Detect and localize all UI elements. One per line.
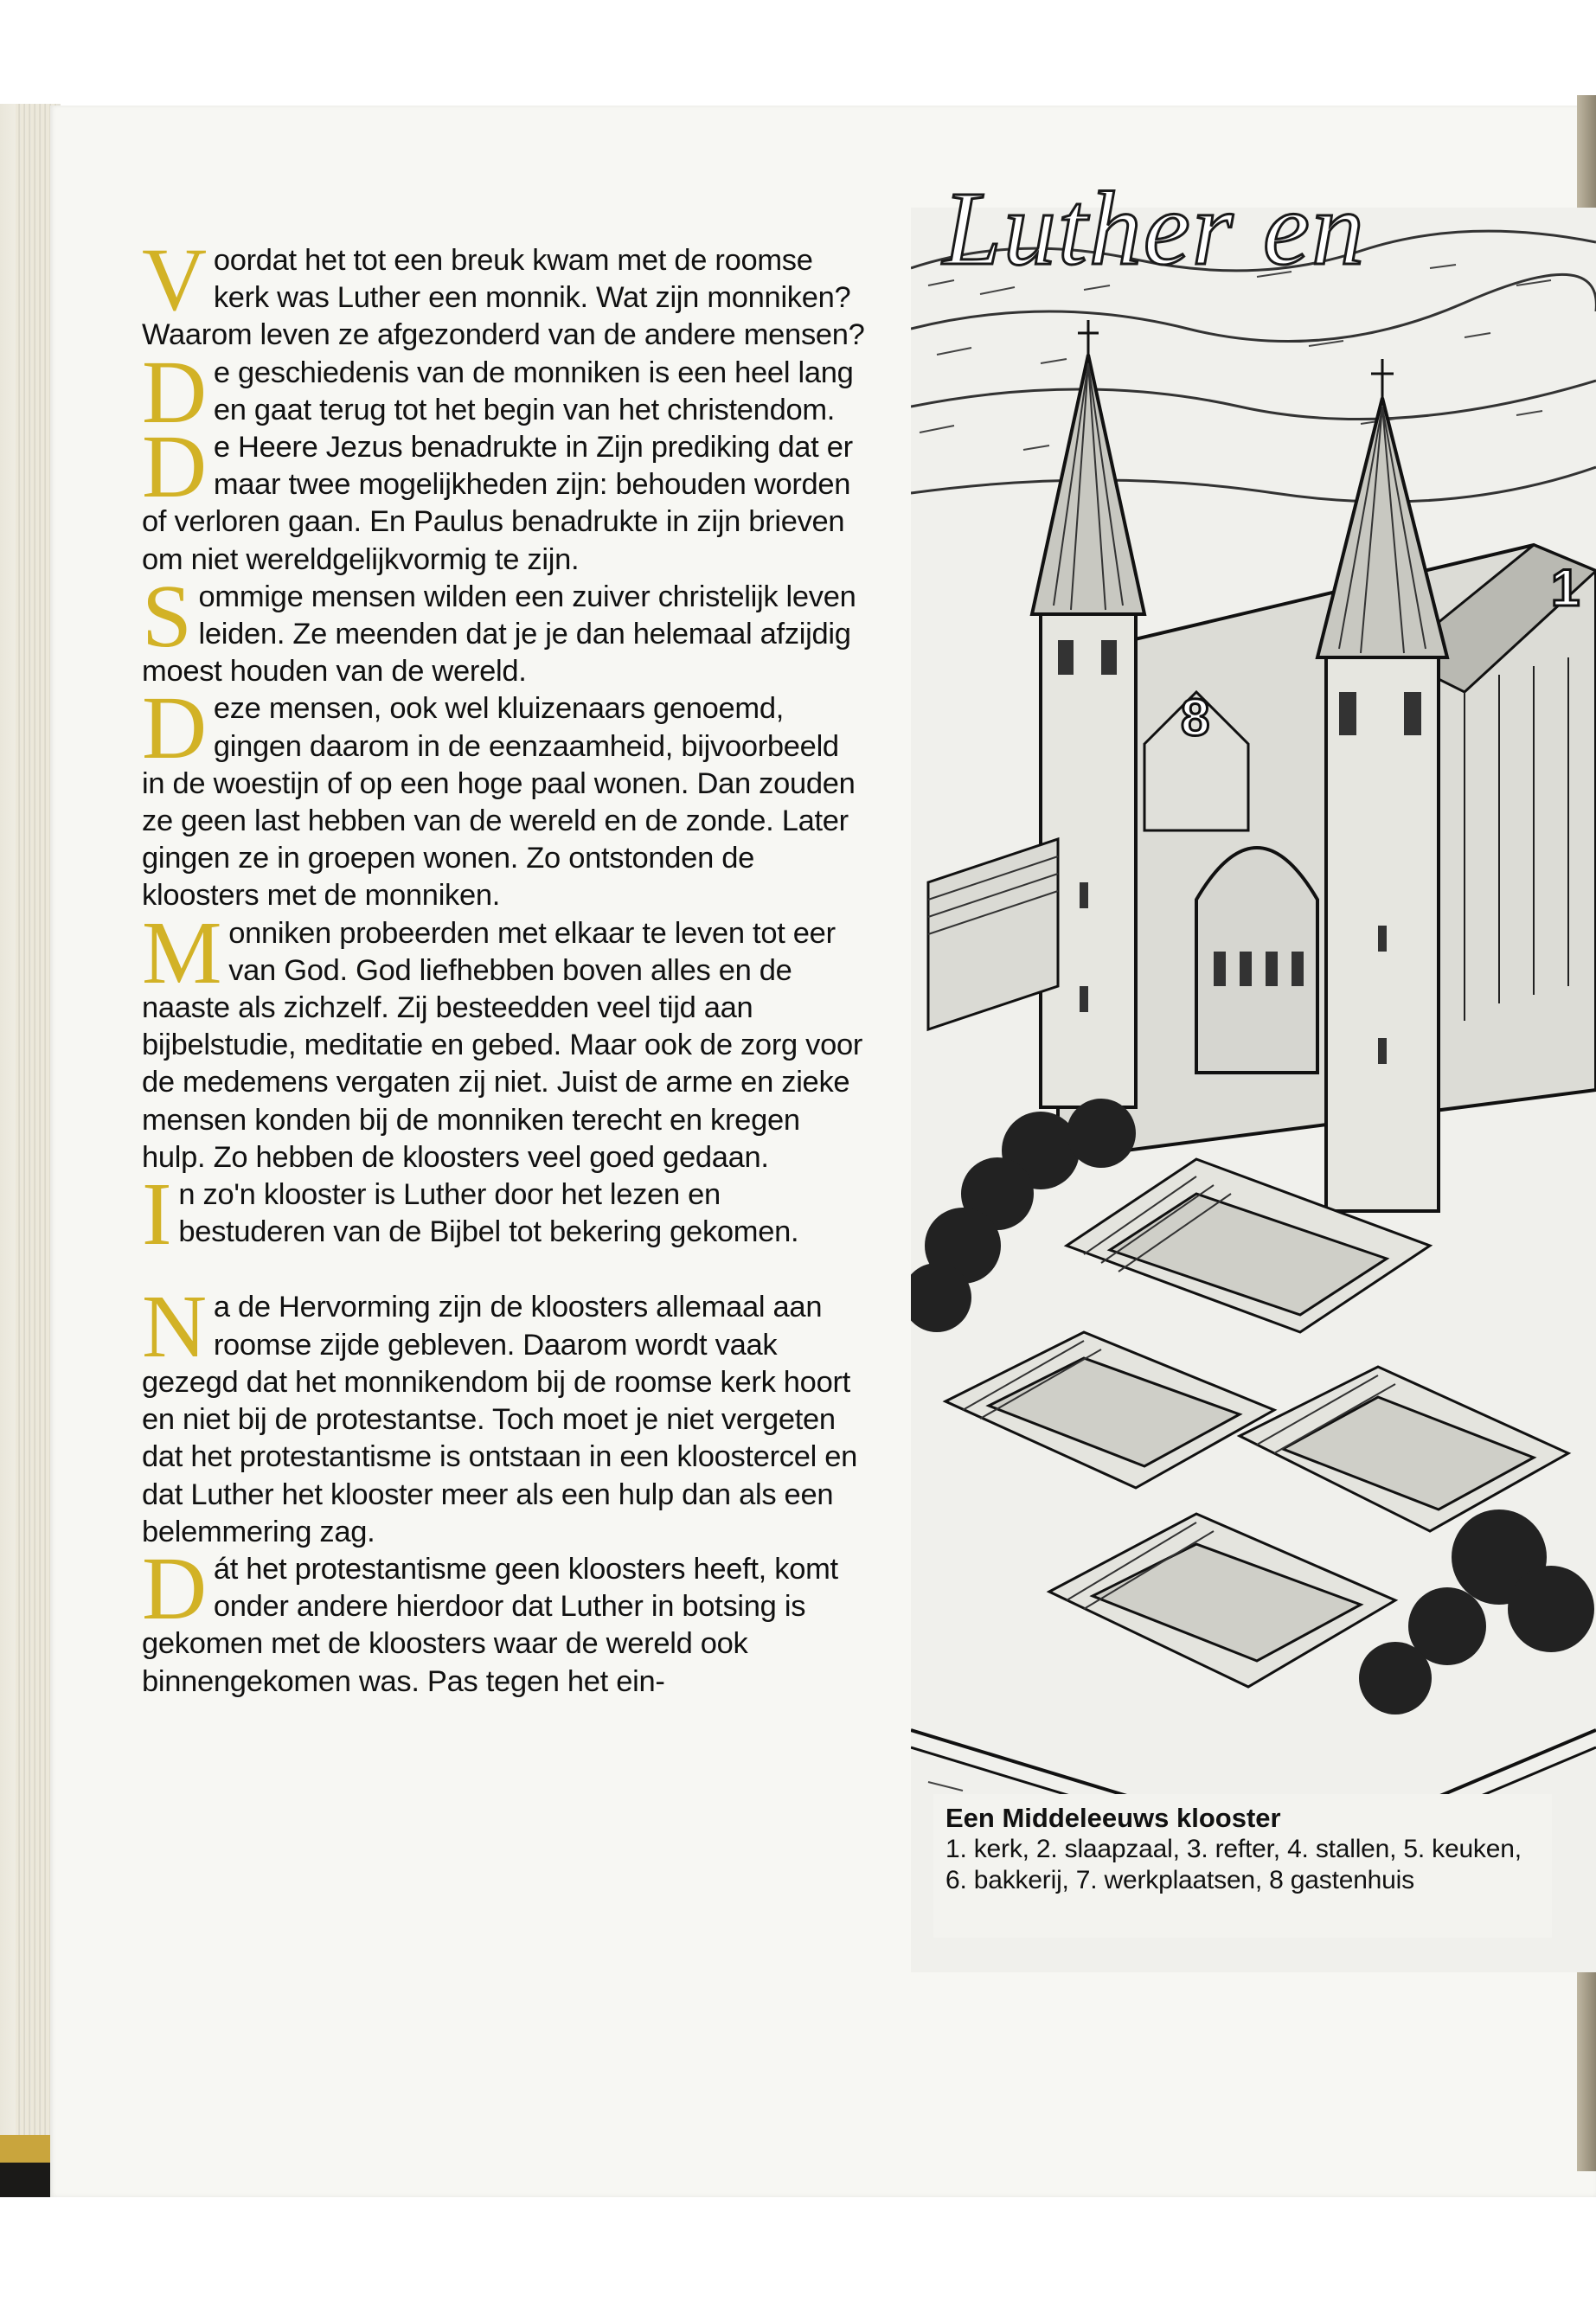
paragraph-8	[142, 1277, 869, 1550]
paragraph-text: a de Hervorming zijn de kloosters allemaal aan roomse zijde gebleven. Daarom wordt vaak gezegd dat het monnikendom bij de roomse kerk hoort en niet bij de protestantse. Toch moet je niet vergeten dat het protestantisme is ontstaan in een kloostercel en dat Luther het klooster meer als een hulp dan als een belemmering zag.	[142, 1291, 858, 1548]
paragraph-text: át het protestantisme geen kloosters heeft, komt onder andere hierdoor dat Luther in botsing is gekomen met de kloosters waar de wereld ook binnengekomen was. Pas tegen het ein-	[142, 1552, 838, 1698]
drop-cap: N	[142, 1277, 207, 1377]
illustration-caption	[933, 1794, 1552, 1938]
drop-cap: S	[142, 566, 192, 666]
label-church: 1	[1551, 559, 1580, 617]
scan-bottom-margin	[0, 2197, 1596, 2301]
monastery-illustration	[911, 208, 1596, 1972]
article-text	[142, 230, 869, 1701]
paragraph-4	[142, 566, 869, 691]
paragraph-7	[142, 1164, 869, 1265]
paragraph-9	[142, 1538, 869, 1701]
paragraph-text: eze mensen, ook wel kluizenaars genoemd, gingen daarom in de eenzaamheid, bijvoorbeeld in de woestijn of op een hoge paal wonen. Dan zouden ze geen last hebben van de wereld en de zonde. Later gingen ze in groepen wonen. Zo ontstonden de kloosters met de monniken.	[142, 692, 856, 913]
paragraph-1	[142, 230, 869, 355]
drop-cap: D	[142, 342, 207, 442]
paragraph-text: e geschiedenis van de monniken is een heel lang en gaat terug tot het begin van het christendom.	[213, 356, 854, 426]
paragraph-2	[142, 342, 869, 442]
paragraph-text: ommige mensen wilden een zuiver christelijk leven leiden. Ze meenden dat je je dan helemaal afzijdig moest houden van de wereld.	[142, 580, 856, 689]
paragraph-text: e Heere Jezus benadrukte in Zijn prediking dat er maar twee mogelijkheden zijn: behouden worden of verloren gaan. En Paulus benadrukte in zijn brieven om niet wereldgelijkvormig te zijn.	[142, 431, 853, 576]
label-guesthouse: 8	[1181, 689, 1210, 747]
paragraph-text: oordat het tot een breuk kwam met de roomse kerk was Luther een monnik. Wat zijn monniken? Waarom leven ze afgezonderd van de andere mensen?	[142, 244, 865, 352]
caption-title: Een Middeleeuws klooster	[945, 1803, 1281, 1833]
drop-cap: D	[142, 678, 207, 779]
drop-cap: I	[142, 1164, 172, 1265]
drop-cap: M	[142, 902, 222, 1003]
paragraph-text: n zo'n klooster is Luther door het lezen en bestuderen van de Bijbel tot bekering gekomen.	[178, 1178, 799, 1249]
paragraph-5	[142, 678, 869, 914]
paragraph-3	[142, 417, 869, 579]
monastery-drawing	[911, 208, 1596, 1972]
drop-cap: V	[142, 230, 207, 330]
caption-body: 1. kerk, 2. slaapzaal, 3. refter, 4. stallen, 5. keuken, 6. bakkerij, 7. werkplaatsen, 8 gastenhuis	[945, 1835, 1522, 1894]
drop-cap: D	[142, 1538, 207, 1638]
paragraph-text: onniken probeerden met elkaar te leven tot eer van God. God liefhebben boven alles en de naaste als zichzelf. Zij besteedden veel tijd aan bijbelstudie, meditatie en gebed. Maar ook de zorg voor de medemens vergaten zij niet. Juist de arme en zieke mensen konden bij de monniken terecht en kregen hulp. Zo hebben de kloosters veel goed gedaan.	[142, 916, 863, 1174]
chapter-heading: Luther en	[943, 170, 1367, 287]
drop-cap: D	[142, 417, 207, 517]
paragraph-6	[142, 902, 869, 1176]
scan-top-margin	[0, 0, 1596, 106]
